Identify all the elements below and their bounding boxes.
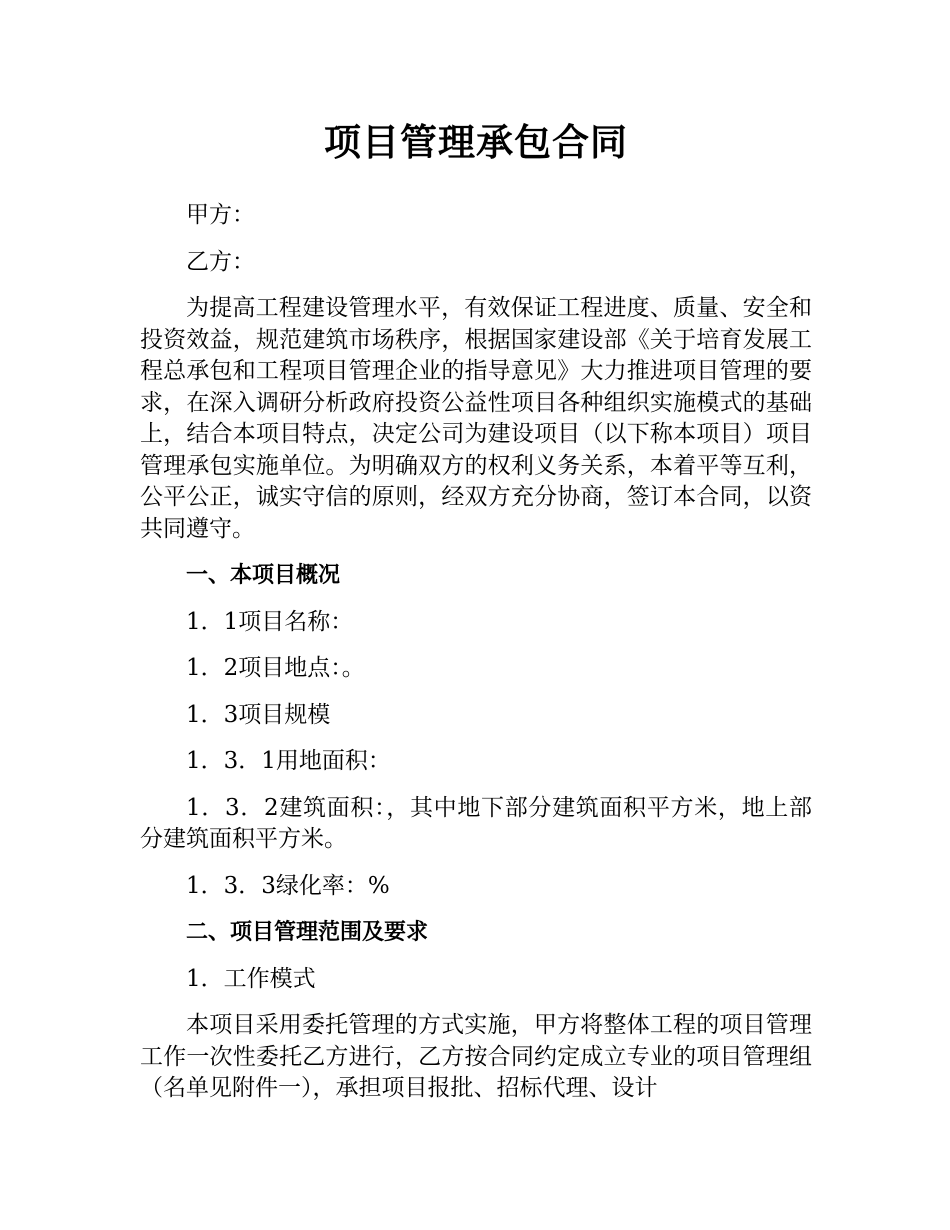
party-b-line: 乙方： [186, 248, 255, 275]
work-mode-paragraph: 本项目采用委托管理的方式实施，甲方将整体工程的项目管理工作一次性委托乙方进行，乙方按合同约定成立专业的项目管理组（名单见附件一），承担项目报批、招标代理、设计 [140, 1012, 812, 1101]
item-project-scale: 1．3项目规模 [186, 701, 331, 728]
item-building-area: 1．3．2建筑面积：，其中地下部分建筑面积平方米，地上部分建筑面积平方米。 [140, 794, 812, 852]
document-page [140, 118, 812, 1105]
section-heading-management-scope: 二、项目管理范围及要求 [186, 920, 429, 945]
section-heading-project-overview: 一、本项目概况 [186, 563, 341, 588]
item-land-area: 1．3．1用地面积： [186, 748, 391, 774]
item-project-name: 1．1项目名称： [186, 608, 354, 635]
item-work-mode: 1．工作模式 [186, 965, 316, 992]
party-a-line: 甲方： [186, 202, 255, 228]
intro-paragraph: 为提高工程建设管理水平，有效保证工程进度、质量、安全和投资效益，规范建筑市场秩序，根据国家建设部《关于培育发展工程总承包和工程项目管理企业的指导意见》大力推进项目管理的要求，在深入调研分析政府投资公益性项目各种组织实施模式的基础上，结合本项目特点，决定公司为建设项目（以下称本项目）项目管理承包实施单位。为明确双方的权利义务关系，本着平等互利，公平公正，诚实守信的原则，经双方充分协商，签订本合同，以资共同遵守。 [140, 295, 812, 542]
item-project-location: 1．2项目地点：。 [186, 655, 365, 681]
item-greening-rate: 1．3．3绿化率：% [186, 872, 390, 899]
document-title: 项目管理承包合同 [324, 121, 628, 164]
